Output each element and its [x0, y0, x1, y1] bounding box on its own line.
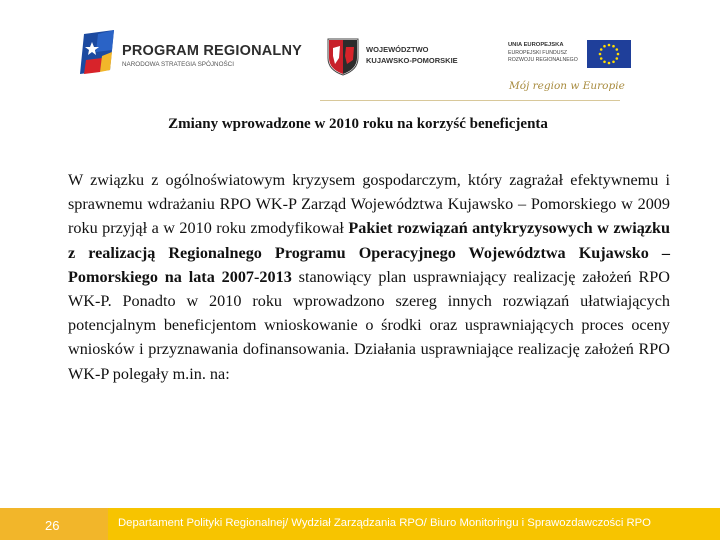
wojewodztwo-logo [326, 36, 476, 76]
program-regionalny-icon [80, 30, 118, 76]
wojewodztwo-line2: KUJAWSKO-POMORSKIE [366, 56, 458, 65]
eu-flag-icon [587, 40, 631, 68]
slide-paragraph [68, 168, 670, 386]
logo-bar [0, 0, 720, 110]
wojewodztwo-line1: WOJEWÓDZTWO [366, 45, 429, 54]
paragraph-prefix: W związku z ogólnoświatowym kryzysem gospodarczym, który zagrażał efektywnemu i sprawnemu wdrażaniu RPO WK-P Zarząd Województwa Kujawsko – Pomorskiego w 2009 roku przyjął a w 2010 roku zmodyfikował [68, 171, 670, 238]
page-number: 26 [45, 518, 60, 533]
slogan-underline [320, 100, 620, 101]
slide-heading [0, 116, 720, 133]
coat-of-arms-icon [326, 36, 360, 76]
footer [0, 508, 720, 540]
eu-logo [505, 38, 635, 73]
slide-heading-text: Zmiany wprowadzone w 2010 roku na korzyść beneficjenta [168, 116, 548, 132]
eu-line3: ROZWOJU REGIONALNEGO [508, 57, 578, 63]
eu-line1: UNIA EUROPEJSKA [508, 42, 564, 48]
paragraph-bold: Pakiet rozwiązań antykryzysowych w związku z realizacją Regionalnego Programu Operacyjnego Województwa Kujawsko – Pomorskiego na lata 2007-2013 [68, 219, 670, 286]
footer-bar [108, 508, 720, 540]
slogan: Mój region w Europie [509, 80, 625, 92]
program-title: PROGRAM REGIONALNY [122, 43, 303, 59]
paragraph-suffix: stanowiący plan usprawniający realizację założeń RPO WK-P. Ponadto w 2010 roku wprowadzono szereg innych rozwiązań ułatwiających potencjalnym beneficjentom wnioskowanie o środki oraz usprawniających proces oceny wniosków i przyznawania dofinansowania. Działania usprawniające realizację założeń RPO WK-P polegały m.in. na: [68, 267, 670, 383]
eu-line2: EUROPEJSKI FUNDUSZ [508, 50, 568, 56]
footer-text: Departament Polityki Regionalnej/ Wydział Zarządzania RPO/ Biuro Monitoringu i Sprawozdawczości RPO [118, 517, 651, 529]
page-number-box [0, 508, 108, 540]
program-regionalny-logo [80, 30, 303, 78]
program-subtitle: NARODOWA STRATEGIA SPÓJNOŚCI [122, 61, 234, 68]
